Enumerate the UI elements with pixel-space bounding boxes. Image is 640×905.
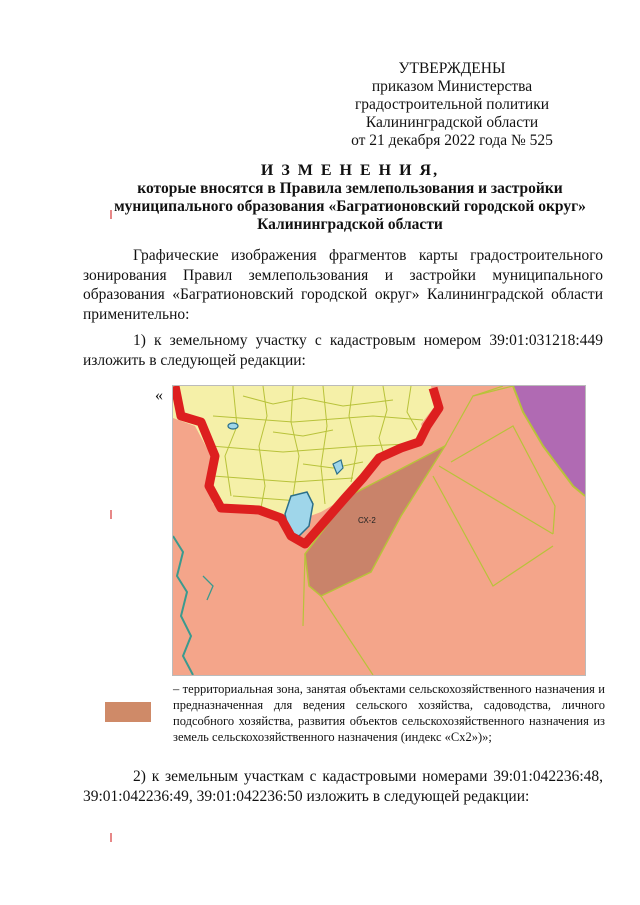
zoning-map-graphic <box>173 386 585 675</box>
small-pond-2 <box>228 423 238 429</box>
document-title <box>60 162 640 234</box>
zone-label: СХ-2 <box>358 516 376 525</box>
approval-line-4: Калининградской области <box>365 114 539 131</box>
title-line-4: Калининградской области <box>257 216 443 233</box>
zoning-map <box>172 385 586 676</box>
legend-swatch <box>105 702 151 722</box>
approval-line-3: градостроительной политики <box>354 96 550 113</box>
intro-paragraph: Графические изображения фрагментов карты градостроительного зонирования Правил землепользования и застройки муниципального образования «Багратионовский городской округ» Калининградской области применительно: <box>83 247 603 323</box>
scan-mark <box>110 833 112 842</box>
approval-line-5: от 21 декабря 2022 года № 525 <box>351 132 553 149</box>
opening-quote: « <box>155 387 163 404</box>
scan-mark <box>110 210 112 219</box>
title-line-2: которые вносятся в Правила землепользования и застройки <box>137 180 563 197</box>
title-heading: И З М Е Н Е Н И Я, <box>260 162 440 179</box>
scan-mark <box>110 510 112 519</box>
title-line-3: муниципального образования «Багратионовский городской округ» <box>114 198 586 215</box>
item-2-paragraph: 2) к земельным участкам с кадастровыми номерами 39:01:042236:48, 39:01:042236:49, 39:01:042236:50 изложить в следующей редакции: <box>83 768 603 805</box>
approval-line-2: приказом Министерства <box>371 78 533 95</box>
approval-stamp <box>322 60 582 150</box>
item-1-paragraph: 1) к земельному участку с кадастровым номером 39:01:031218:449 изложить в следующей редакции: <box>83 332 603 369</box>
approval-line-1: УТВЕРЖДЕНЫ <box>398 60 506 77</box>
legend-text: – территориальная зона, занятая объектами сельскохозяйственного назначения и предназначенная для ведения сельского хозяйства, садоводства, личного подсобного хозяйства, развития объектов сельскохозяйственного назначения из земель сельскохозяйственного назначения (индекс «Сх2»)»; <box>173 682 605 744</box>
